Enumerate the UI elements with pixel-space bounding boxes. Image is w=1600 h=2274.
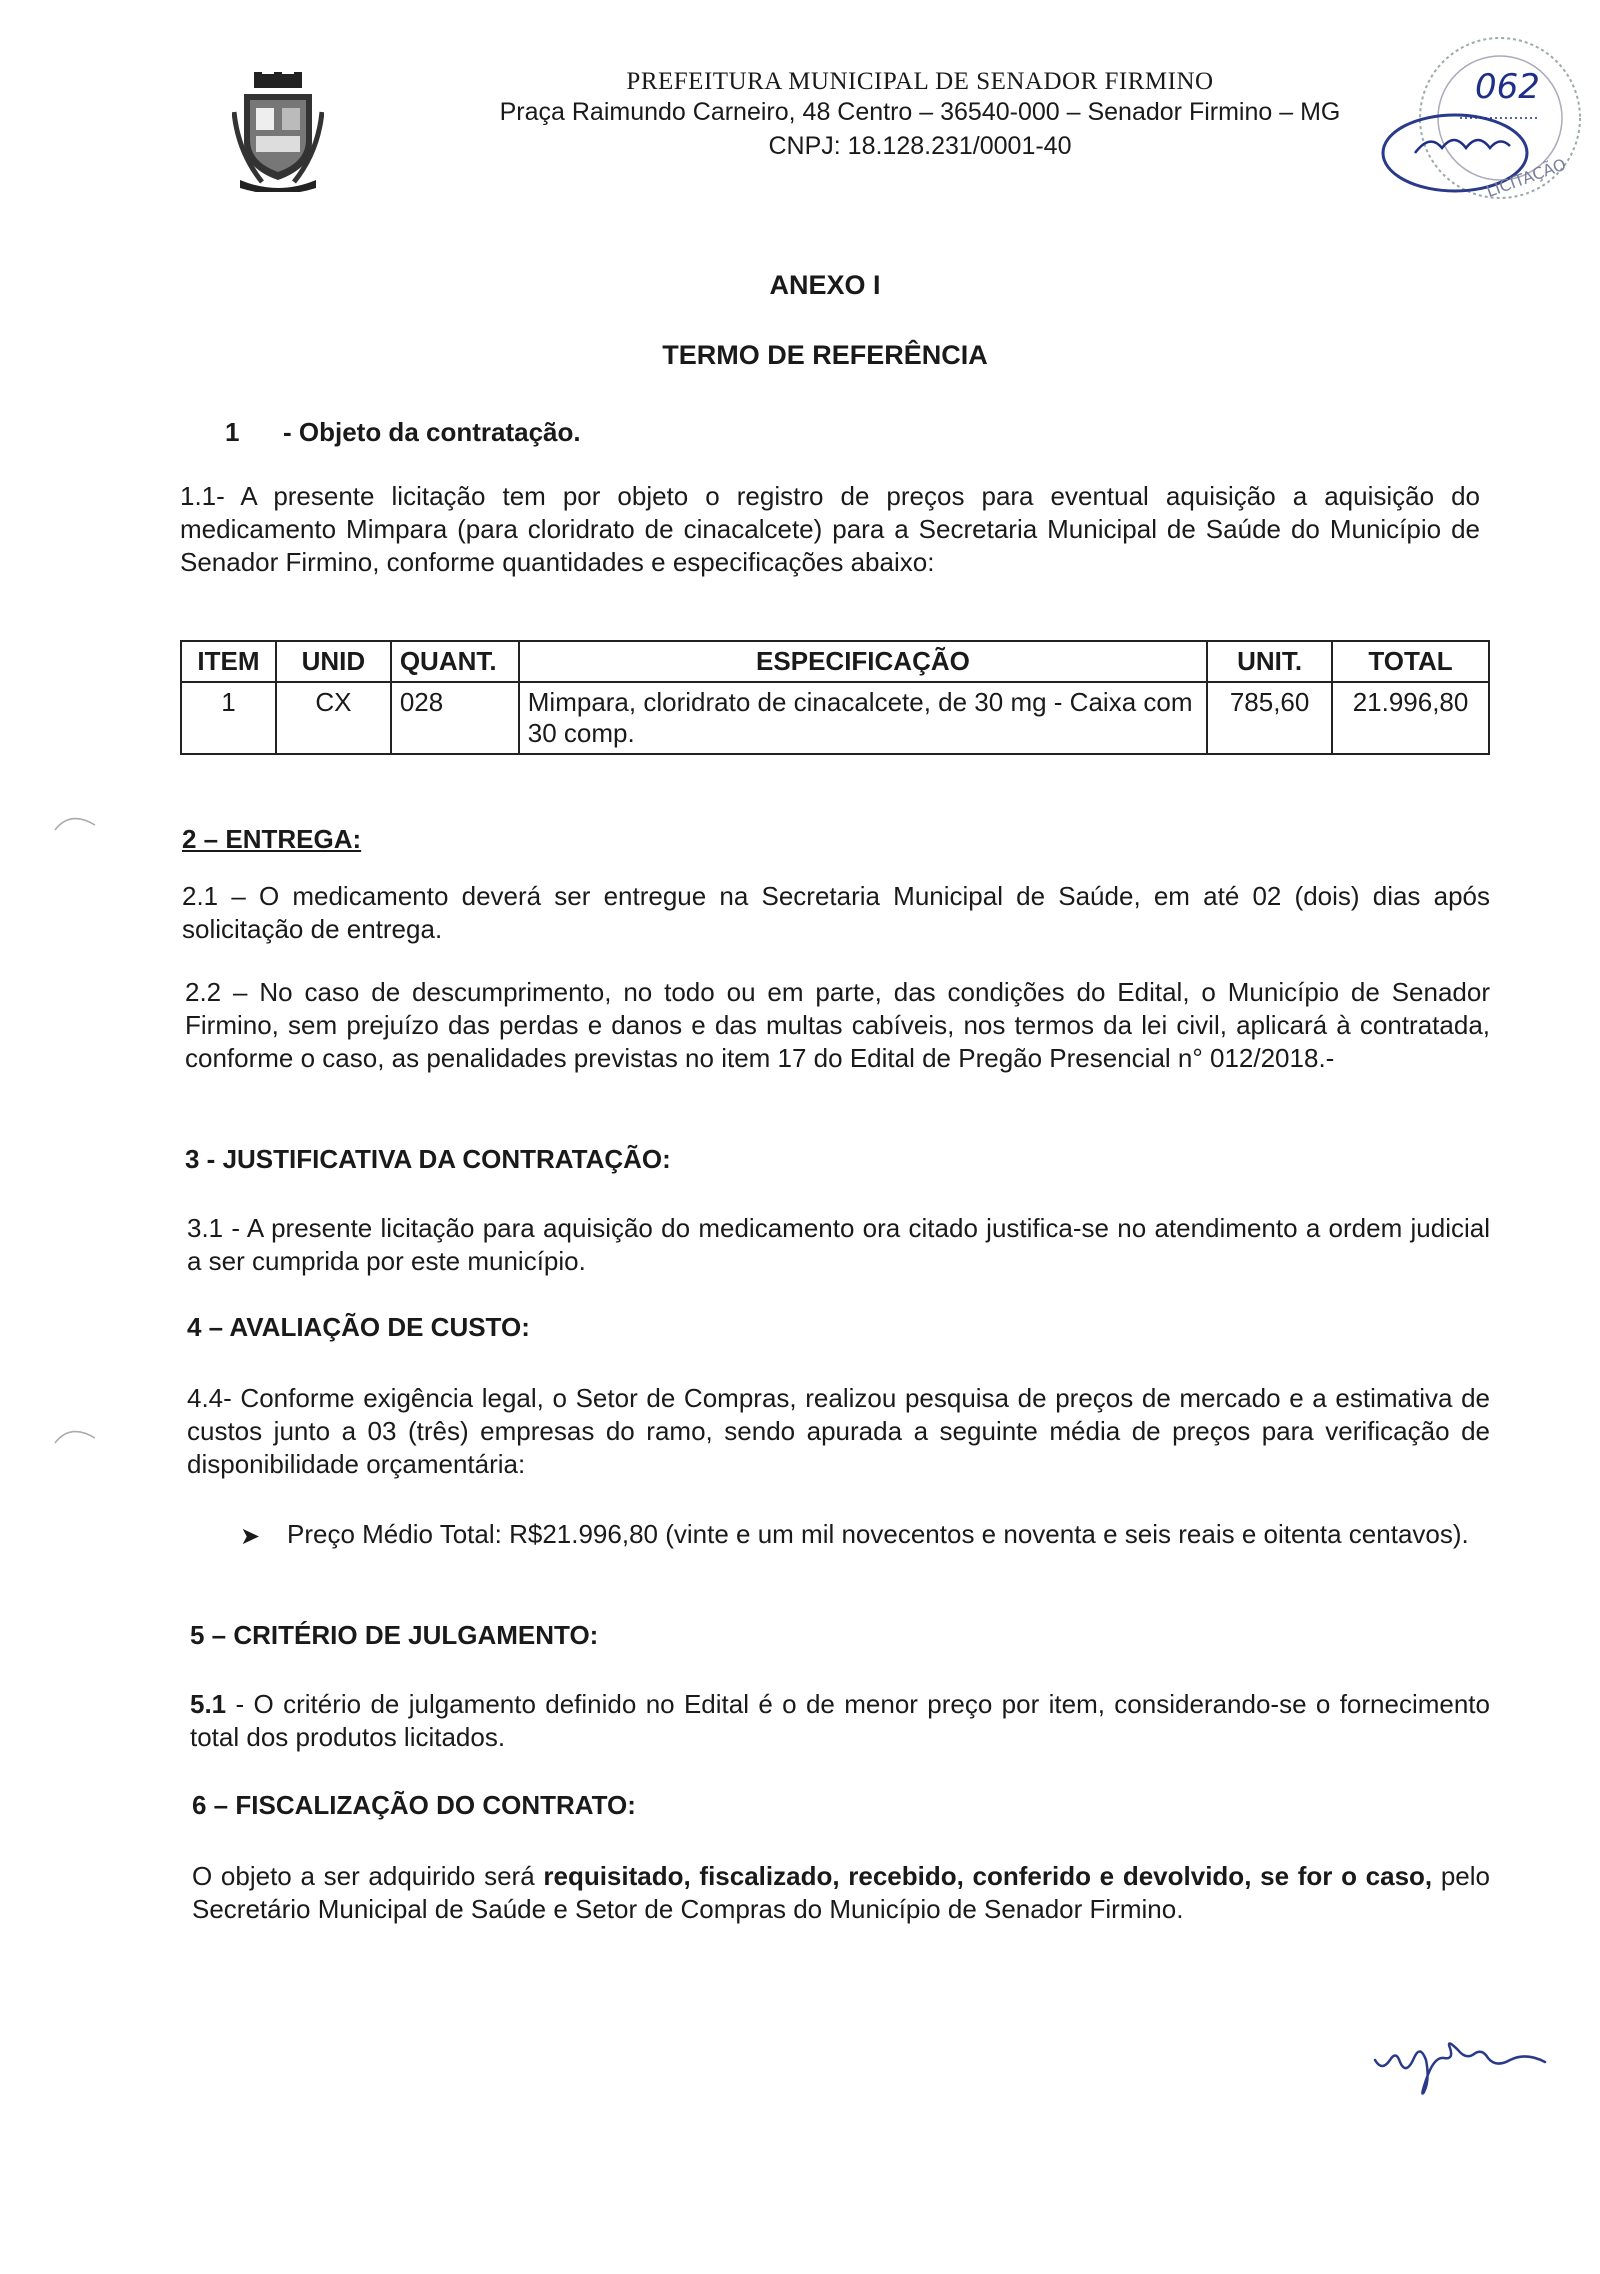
section-2-heading bbox=[182, 824, 361, 855]
org-cnpj: CNPJ: 18.128.231/0001-40 bbox=[768, 132, 1072, 160]
average-price-bullet: Preço Médio Total: R$21.996,80 (vinte e um mil novecentos e noventa e seis reais e oitenta centavos). bbox=[287, 1519, 1469, 1549]
section-2-1-paragraph: 2.1 – O medicamento deverá ser entregue na Secretaria Municipal de Saúde, em até 02 (dois) dias após solicitação de entrega. bbox=[182, 881, 1490, 944]
section-4-4-paragraph: 4.4- Conforme exigência legal, o Setor de Compras, realizou pesquisa de preços de mercado e a estimativa de custos junto a 03 (três) empresas do ramo, sendo apurada a seguinte média de preços para verificação de disponibilidade orçamentária: bbox=[187, 1383, 1490, 1479]
section-1-paragraph: 1.1- A presente licitação tem por objeto o registro de preços para eventual aquisição a aquisição do medicamento Mimpara (para cloridrato de cinacalcete) para a Secretaria Municipal de Saúde do Município de Senador Firmino, conforme quantidades e especificações abaixo: bbox=[180, 481, 1480, 577]
section-5-1-text: - O critério de julgamento definido no Edital é o de menor preço por item, considerando-se o fornecimento total dos produtos licitados. bbox=[190, 1689, 1490, 1752]
section-3-heading: 3 - JUSTIFICATIVA DA CONTRATAÇÃO: bbox=[185, 1144, 671, 1174]
scan-mark bbox=[50, 1418, 100, 1448]
stamp-icon bbox=[1380, 28, 1590, 208]
section-6-text-bold: requisitado, fiscalizado, recebido, conferido e devolvido, se for o caso, bbox=[543, 1861, 1433, 1891]
stamp-page-number: 062 bbox=[1475, 67, 1540, 107]
org-name: PREFEITURA MUNICIPAL DE SENADOR FIRMINO bbox=[626, 68, 1214, 95]
section-6-paragraph bbox=[192, 1860, 1490, 1926]
cell-especificacao: Mimpara, cloridrato de cinacalcete, de 30 mg - Caixa com 30 comp. bbox=[519, 682, 1207, 754]
section-6-text-post: pelo Secretário Municipal de Saúde e Setor de Compras do Município de Senador Firmino. bbox=[192, 1861, 1490, 1924]
cell-unit: 785,60 bbox=[1207, 682, 1332, 754]
section-1-title: - Objeto da contratação. bbox=[283, 417, 581, 447]
section-5-heading: 5 – CRITÉRIO DE JULGAMENTO: bbox=[190, 1620, 599, 1650]
col-header-especificacao: ESPECIFICAÇÃO bbox=[519, 641, 1207, 682]
section-3-1-paragraph: 3.1 - A presente licitação para aquisição do medicamento ora citado justifica-se no atendimento a ordem judicial a ser cumprida por este município. bbox=[187, 1213, 1490, 1276]
document-title: TERMO DE REFERÊNCIA bbox=[662, 340, 988, 370]
signature-icon bbox=[1370, 2020, 1550, 2100]
section-1-number: 1 bbox=[225, 417, 240, 447]
cell-quant: 028 bbox=[391, 682, 519, 754]
section-1-heading bbox=[225, 417, 581, 448]
scan-mark bbox=[50, 805, 100, 835]
table-row bbox=[181, 682, 1489, 754]
section-6-text-pre: O objeto a ser adquirido será bbox=[192, 1861, 544, 1891]
annex-title: ANEXO I bbox=[769, 270, 881, 300]
section-5-1-paragraph bbox=[190, 1688, 1490, 1754]
section-2-title: 2 – ENTREGA: bbox=[182, 824, 362, 854]
col-header-item: ITEM bbox=[181, 641, 276, 682]
cell-unid: CX bbox=[276, 682, 391, 754]
section-5-1-number: 5.1 bbox=[190, 1689, 227, 1719]
col-header-unit: UNIT. bbox=[1207, 641, 1332, 682]
org-address: Praça Raimundo Carneiro, 48 Centro – 36540-000 – Senador Firmino – MG bbox=[499, 98, 1341, 126]
col-header-quant: QUANT. bbox=[391, 641, 519, 682]
section-6-heading: 6 – FISCALIZAÇÃO DO CONTRATO: bbox=[192, 1790, 636, 1820]
cell-total: 21.996,80 bbox=[1332, 682, 1489, 754]
col-header-unid: UNID bbox=[276, 641, 391, 682]
stamp-label: LICITAÇÃO bbox=[1483, 154, 1569, 201]
col-header-total: TOTAL bbox=[1332, 641, 1489, 682]
table-header-row bbox=[181, 641, 1489, 682]
items-table bbox=[180, 640, 1490, 755]
coat-of-arms-icon bbox=[232, 72, 324, 192]
cell-item: 1 bbox=[181, 682, 276, 754]
section-4-heading: 4 – AVALIAÇÃO DE CUSTO: bbox=[187, 1312, 530, 1342]
section-2-2-paragraph: 2.2 – No caso de descumprimento, no todo ou em parte, das condições do Edital, o Município de Senador Firmino, sem prejuízo das perdas e danos e das multas cabíveis, nos termos da lei civil, aplicará à contratada, conforme o caso, as penalidades previstas no item 17 do Edital de Pregão Presencial n° 012/2018.- bbox=[185, 977, 1490, 1073]
arrowhead-bullet-icon: ➤ bbox=[240, 1523, 261, 1550]
